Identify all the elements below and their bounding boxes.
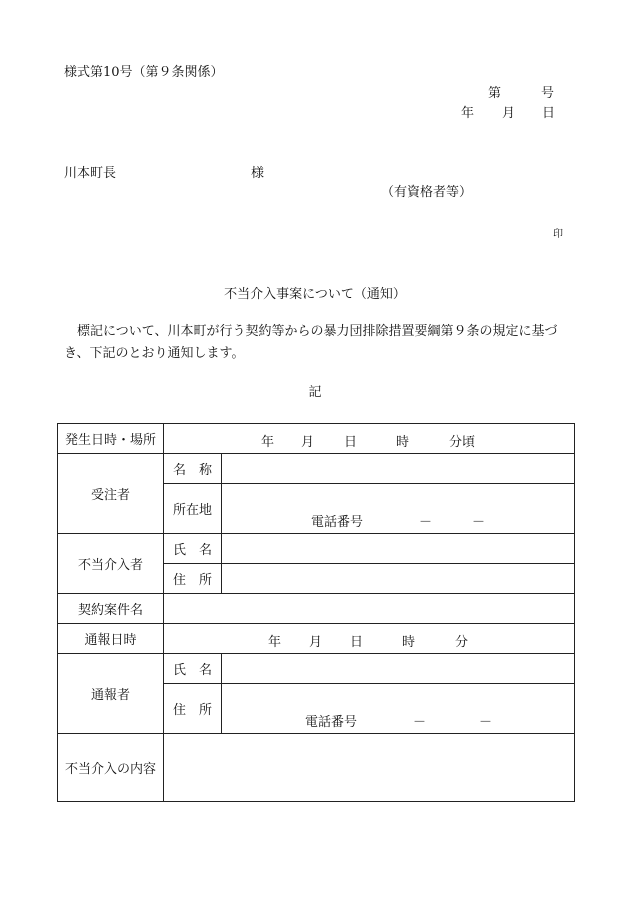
report-year: 年 [268,634,282,650]
intervener-name-label: 氏 名 [164,534,222,564]
contract-field[interactable] [164,594,575,624]
table-row [58,454,575,484]
contractor-name-label: 名 称 [164,454,222,484]
intervener-address-field[interactable] [222,564,575,594]
phone-dash: － [479,714,493,730]
occurrence-datetime-cell[interactable] [164,424,575,454]
occurrence-minute: 分頃 [449,434,476,450]
reporter-address-label: 住 所 [164,684,222,734]
table-row [58,654,575,684]
table-row [58,734,575,802]
contractor-label: 受注者 [58,454,164,534]
reporter-label: 通報者 [58,654,164,734]
phone-label: 電話番号 [305,714,358,730]
occurrence-month: 月 [301,434,315,450]
occurrence-label: 発生日時・場所 [58,424,164,454]
addressee-honorific: 様 [251,166,265,181]
date-year-label: 年 [461,106,475,121]
document-number-suffix: 号 [541,86,555,101]
content-field[interactable] [164,734,575,802]
seal-mark: 印 [553,229,563,240]
report-minute: 分 [455,634,469,650]
document-number-prefix: 第 [488,86,502,101]
contractor-address-field[interactable] [222,484,575,534]
reporter-name-label: 氏 名 [164,654,222,684]
notice-table [57,423,575,802]
report-day: 日 [350,634,364,650]
occurrence-hour: 時 [396,434,410,450]
contractor-address-label: 所在地 [164,484,222,534]
report-hour: 時 [402,634,416,650]
date-month-label: 月 [502,106,516,121]
intervener-address-label: 住 所 [164,564,222,594]
ki-marker: 記 [308,385,322,400]
intervener-name-field[interactable] [222,534,575,564]
table-row [58,624,575,654]
table-row [58,534,575,564]
date-day-label: 日 [542,106,556,121]
reporter-address-field[interactable] [222,684,575,734]
intervener-label: 不当介入者 [58,534,164,594]
phone-dash: － [472,514,486,530]
document-title: 不当介入事案について（通知） [224,287,406,302]
content-label: 不当介入の内容 [58,734,164,802]
table-row [58,424,575,454]
sender-label: （有資格者等） [381,185,473,200]
phone-dash: － [419,514,433,530]
form-number-label: 様式第10号（第９条関係） [64,65,224,80]
contract-label: 契約案件名 [58,594,164,624]
occurrence-year: 年 [261,434,275,450]
report-datetime-cell[interactable] [164,624,575,654]
contractor-name-field[interactable] [222,454,575,484]
table-row [58,594,575,624]
reporter-name-field[interactable] [222,654,575,684]
report-date-label: 通報日時 [58,624,164,654]
phone-label: 電話番号 [311,514,364,530]
occurrence-day: 日 [344,434,358,450]
report-month: 月 [309,634,323,650]
body-text: 標記について、川本町が行う契約等からの暴力団排除措置要綱第９条の規定に基づき、下記のとおり通知します。 [64,324,558,361]
addressee: 川本町長 [64,166,117,181]
phone-dash: － [413,714,427,730]
